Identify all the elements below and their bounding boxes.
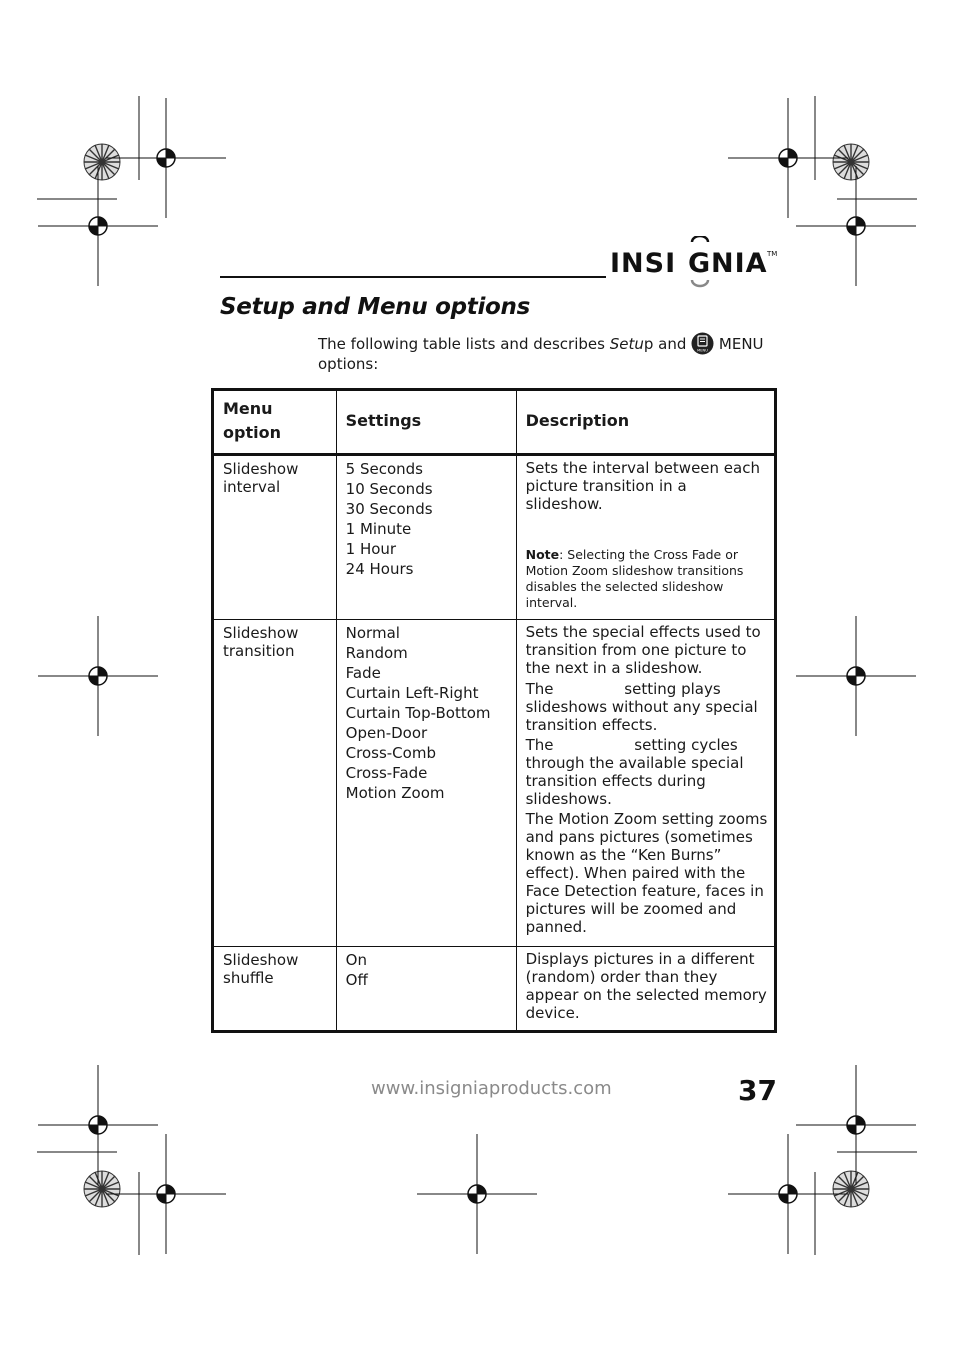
option-cell: Slideshow interval bbox=[213, 455, 337, 620]
settings-cell: 5 Seconds 10 Seconds 30 Seconds 1 Minute 1 Hour 24 Hours bbox=[336, 455, 516, 620]
table-header-row bbox=[213, 390, 776, 455]
option-cell: Slideshow transition bbox=[213, 620, 337, 947]
header-settings: Settings bbox=[336, 390, 516, 455]
svg-text:G: G bbox=[688, 248, 711, 279]
intro-paragraph: The following table lists and describes Setup and MENU MENU options: bbox=[318, 332, 778, 374]
table-row bbox=[213, 620, 776, 947]
insignia-logo bbox=[610, 236, 780, 288]
table-row bbox=[213, 455, 776, 620]
menu-options-table bbox=[211, 388, 777, 1033]
svg-text:INSI: INSI bbox=[610, 248, 677, 279]
settings-cell: Normal Random Fade Curtain Left-Right Curtain Top-Bottom Open-Door Cross-Comb Cross-Fade Motion Zoom bbox=[336, 620, 516, 947]
page-number: 37 bbox=[738, 1074, 777, 1107]
header-rule bbox=[220, 276, 606, 278]
page-title: Setup and Menu options bbox=[220, 294, 531, 320]
menu-button-icon bbox=[691, 332, 714, 355]
description-cell: Sets the special effects used to transition from one picture to the next in a slideshow. The setting plays slideshows without any special transition effects. The setting cycles through the available special transition effects during slideshows. The Motion Zoom setting zooms and pans pictures (sometimes known as the “Ken Burns” effect). When paired with the Face Detection feature, faces in pictures will be zoomed and panned. bbox=[516, 620, 775, 947]
description-cell: Sets the interval between each picture transition in a slideshow. Note: Selecting the Cross Fade or Motion Zoom slideshow transitions disables the selected slideshow interval. bbox=[516, 455, 775, 620]
footer-url[interactable]: www.insigniaproducts.com bbox=[371, 1078, 612, 1099]
table-row bbox=[213, 947, 776, 1032]
settings-cell: On Off bbox=[336, 947, 516, 1032]
note-text: Note: Selecting the Cross Fade or Motion Zoom slideshow transitions disables the selected slideshow interval. bbox=[525, 547, 744, 610]
header-menu-option: Menu option bbox=[213, 390, 337, 455]
svg-text:TM: TM bbox=[767, 250, 778, 258]
svg-text:MENU: MENU bbox=[697, 348, 708, 353]
description-cell: Displays pictures in a different (random) order than they appear on the selected memory device. bbox=[516, 947, 775, 1032]
header-description: Description bbox=[516, 390, 775, 455]
option-cell: Slideshow shuffle bbox=[213, 947, 337, 1032]
svg-text:NIA: NIA bbox=[711, 248, 768, 279]
